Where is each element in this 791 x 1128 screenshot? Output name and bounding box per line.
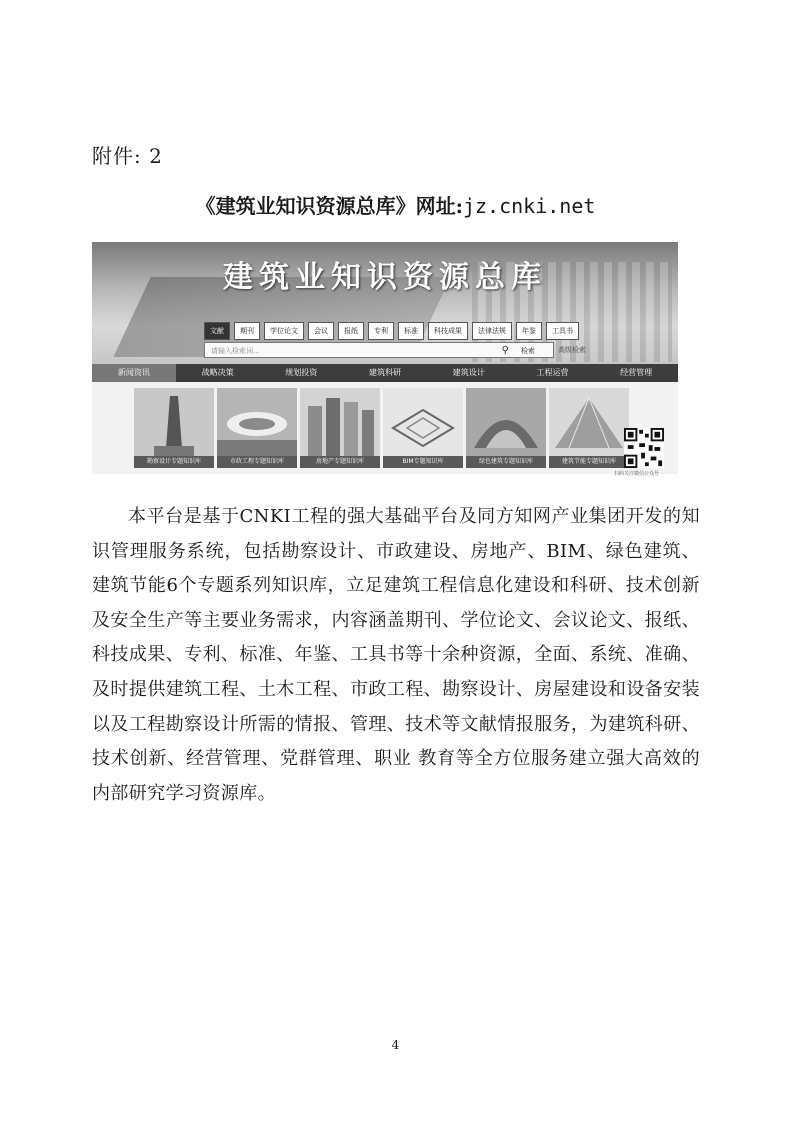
title-url[interactable]: jz.cnki.net	[462, 194, 596, 218]
nav-item-5[interactable]: 工程运营	[536, 368, 569, 377]
thumbnail-bim[interactable]	[383, 388, 463, 468]
thumbnail-survey[interactable]	[134, 388, 214, 468]
nav-item-3[interactable]: 建筑科研	[369, 368, 402, 377]
main-nav	[92, 364, 678, 382]
qr-caption: 扫码关注微信公众号	[614, 471, 660, 477]
title-text: 《建筑业知识资源总库》网址:	[195, 194, 463, 218]
thumbnail-caption: 房地产专题知识库	[300, 456, 380, 468]
nav-item-2[interactable]: 规划投资	[285, 368, 318, 377]
thumbnail-caption: BIM专题知识库	[383, 456, 463, 468]
nav-item-1[interactable]: 战略决策	[201, 368, 234, 377]
thumbnail-caption: 建筑节能专题知识库	[549, 456, 629, 468]
search-icon[interactable]: ⚲	[501, 345, 509, 356]
solar-panels-icon	[549, 388, 629, 456]
qr-code-icon	[624, 428, 664, 468]
bim-model-icon	[383, 388, 463, 456]
drilling-rig-icon	[134, 388, 214, 456]
search-placeholder: 请输入检索词...	[211, 347, 260, 355]
body-paragraph: 本平台是基于CNKI工程的强大基础平台及同方知网产业集团开发的知识管理服务系统，包括勘察设计、市政建设、房地产、BIM、绿色建筑、建筑节能6个专题系列知识库，立足建筑工程信息化建设和科研、技术创新及安全生产等主要业务需求，内容涵盖期刊、学位论文、会议论文、报纸、科技成果、专利、标准、年鉴、工具书等十余种资源，全面、系统、准确、及时提供建筑工程、土木工程、市政工程、勘察设计、房屋建设和设备安装以及工程勘察设计所需的情报、管理、技术等文献情报服务，为建筑科研、技术创新、经营管理、党群管理、职业 教育等全方位服务建立强大高效的内部研究学习资源库。	[92, 506, 700, 804]
thumbnail-real-estate[interactable]	[300, 388, 380, 468]
tab-7[interactable]: 科技成果	[428, 322, 468, 340]
banner	[92, 242, 678, 382]
website-screenshot	[92, 242, 678, 477]
thumbnail-caption: 勘察设计专题知识库	[134, 456, 214, 468]
tab-4[interactable]: 报纸	[338, 322, 364, 340]
thumbnail-municipal[interactable]	[217, 388, 297, 468]
tab-1[interactable]: 期刊	[234, 322, 260, 340]
tab-3[interactable]: 会议	[308, 322, 334, 340]
stadium-icon	[217, 388, 297, 456]
apartment-buildings-icon	[300, 388, 380, 456]
thumbnail-green-building[interactable]	[466, 388, 546, 468]
page-number: 4	[391, 1038, 400, 1052]
resource-tabs	[204, 322, 579, 340]
tab-0[interactable]: 文献	[204, 322, 230, 340]
search-button[interactable]: 检索	[521, 347, 535, 355]
tab-8[interactable]: 法律法规	[472, 322, 512, 340]
search-input[interactable]	[204, 342, 554, 358]
nav-item-0[interactable]: 新闻资讯	[92, 364, 176, 382]
tab-6[interactable]: 标准	[398, 322, 424, 340]
dome-building-icon	[466, 388, 546, 456]
thumbnail-caption: 市政工程专题知识库	[217, 456, 297, 468]
attachment-label: 附件: 2	[92, 144, 163, 168]
tab-10[interactable]: 工具书	[546, 322, 579, 340]
tab-5[interactable]: 专利	[368, 322, 394, 340]
banner-title: 建筑业知识资源总库	[223, 260, 547, 295]
nav-item-4[interactable]: 建筑设计	[452, 368, 485, 377]
thumbnail-energy-saving[interactable]	[549, 388, 629, 468]
thumbnail-caption: 绿色建筑专题知识库	[466, 456, 546, 468]
advanced-search-link[interactable]: 高级检索	[558, 346, 586, 354]
tab-2[interactable]: 学位论文	[264, 322, 304, 340]
nav-item-6[interactable]: 经营管理	[620, 368, 653, 377]
tab-9[interactable]: 年鉴	[516, 322, 542, 340]
knowledge-base-thumbnails	[134, 388, 629, 468]
document-title	[0, 190, 791, 219]
